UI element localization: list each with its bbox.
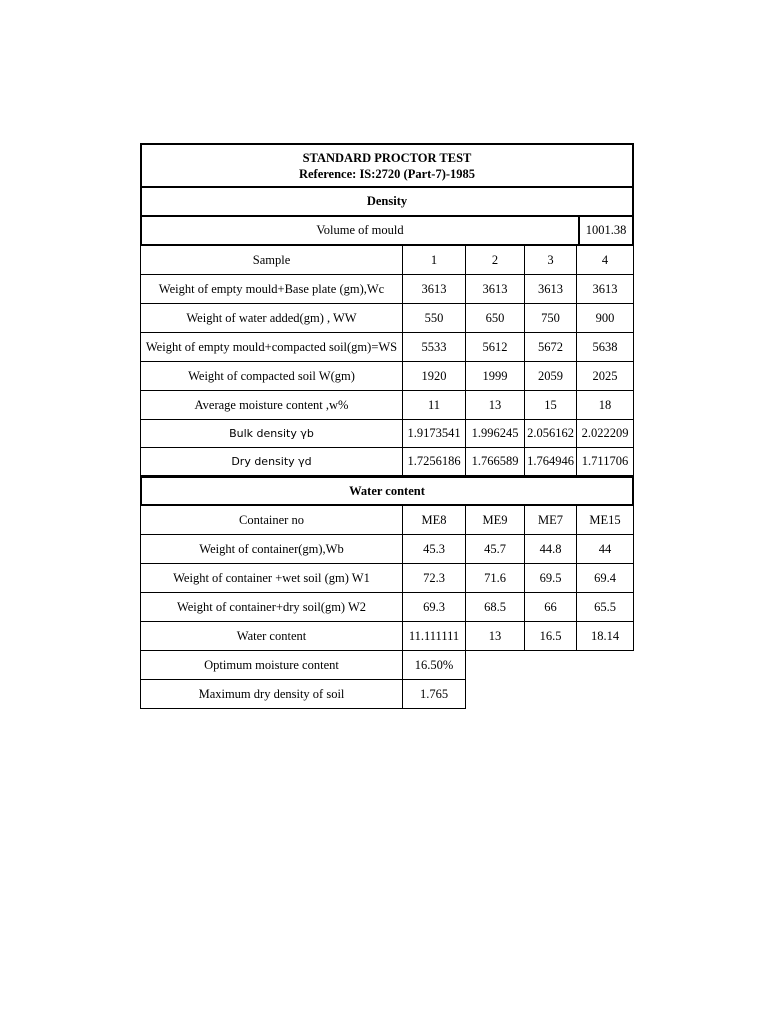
row-label: Weight of container+dry soil(gm) W2: [140, 593, 403, 622]
value-cell: 2: [466, 246, 525, 275]
table-row: [140, 506, 634, 535]
value-cell: 1.764946: [525, 448, 577, 476]
row-label: Bulk density γb: [140, 420, 403, 448]
value-cell: 5533: [403, 333, 466, 362]
table-row: [140, 622, 634, 651]
row-label: Weight of water added(gm) , WW: [140, 304, 403, 333]
table-row: [140, 535, 634, 564]
value-cell: 2.022209: [577, 420, 634, 448]
table-row: [140, 333, 634, 362]
value-cell: 550: [403, 304, 466, 333]
volume-label: Volume of mould: [140, 217, 578, 246]
row-label: Weight of compacted soil W(gm): [140, 362, 403, 391]
table-row: [140, 304, 634, 333]
result-label: Optimum moisture content: [140, 651, 403, 680]
row-label: Water content: [140, 622, 403, 651]
value-cell: 2025: [577, 362, 634, 391]
table-row: [140, 564, 634, 593]
value-cell: 65.5: [577, 593, 634, 622]
value-cell: 650: [466, 304, 525, 333]
row-label: Sample: [140, 246, 403, 275]
result-label: Maximum dry density of soil: [140, 680, 403, 709]
value-cell: 3613: [577, 275, 634, 304]
volume-value: 1001.38: [578, 217, 634, 246]
value-cell: 16.5: [525, 622, 577, 651]
value-cell: 11: [403, 391, 466, 420]
row-label: Weight of empty mould+compacted soil(gm)=WS: [140, 333, 403, 362]
table-row: [140, 593, 634, 622]
value-cell: 1.766589: [466, 448, 525, 476]
sheet-reference: Reference: IS:2720 (Part-7)-1985: [298, 166, 476, 181]
value-cell: 45.7: [466, 535, 525, 564]
value-cell: 69.5: [525, 564, 577, 593]
volume-row: [140, 217, 634, 246]
results-table: [140, 651, 634, 709]
table-row: [140, 391, 634, 420]
value-cell: ME15: [577, 506, 634, 535]
value-cell: 1999: [466, 362, 525, 391]
value-cell: 1.711706: [577, 448, 634, 476]
value-cell: 3613: [525, 275, 577, 304]
sheet-header: [140, 143, 634, 188]
value-cell: 11.111111: [403, 622, 466, 651]
proctor-test-sheet: [140, 143, 634, 709]
water-content-heading: Water content: [140, 476, 634, 506]
value-cell: 72.3: [403, 564, 466, 593]
value-cell: 71.6: [466, 564, 525, 593]
value-cell: ME8: [403, 506, 466, 535]
value-cell: 5638: [577, 333, 634, 362]
value-cell: 69.3: [403, 593, 466, 622]
value-cell: 45.3: [403, 535, 466, 564]
value-cell: 2.056162: [525, 420, 577, 448]
value-cell: 3613: [466, 275, 525, 304]
row-label: Average moisture content ,w%: [140, 391, 403, 420]
value-cell: 18: [577, 391, 634, 420]
value-cell: 44.8: [525, 535, 577, 564]
value-cell: 66: [525, 593, 577, 622]
value-cell: 13: [466, 391, 525, 420]
value-cell: 68.5: [466, 593, 525, 622]
table-row: [140, 448, 634, 476]
result-value: 1.765: [403, 680, 466, 709]
value-cell: 1.9173541: [403, 420, 466, 448]
value-cell: 44: [577, 535, 634, 564]
value-cell: 1920: [403, 362, 466, 391]
table-row: [140, 275, 634, 304]
value-cell: 15: [525, 391, 577, 420]
value-cell: 900: [577, 304, 634, 333]
water-content-table: [140, 506, 634, 651]
value-cell: 69.4: [577, 564, 634, 593]
value-cell: ME9: [466, 506, 525, 535]
value-cell: 5612: [466, 333, 525, 362]
value-cell: 18.14: [577, 622, 634, 651]
value-cell: 1: [403, 246, 466, 275]
value-cell: 5672: [525, 333, 577, 362]
row-label: Weight of container +wet soil (gm) W1: [140, 564, 403, 593]
table-row: [140, 420, 634, 448]
value-cell: 13: [466, 622, 525, 651]
value-cell: 3613: [403, 275, 466, 304]
sheet-title: STANDARD PROCTOR TEST: [302, 150, 472, 165]
value-cell: 4: [577, 246, 634, 275]
value-cell: 750: [525, 304, 577, 333]
density-heading: Density: [140, 188, 634, 217]
table-row: [140, 246, 634, 275]
row-label: Container no: [140, 506, 403, 535]
density-table: [140, 246, 634, 476]
row-label: Weight of container(gm),Wb: [140, 535, 403, 564]
value-cell: 3: [525, 246, 577, 275]
value-cell: 2059: [525, 362, 577, 391]
value-cell: 1.7256186: [403, 448, 466, 476]
row-label: Weight of empty mould+Base plate (gm),Wc: [140, 275, 403, 304]
table-row: [140, 362, 634, 391]
result-row: [140, 680, 634, 709]
row-label: Dry density γd: [140, 448, 403, 476]
result-value: 16.50%: [403, 651, 466, 680]
value-cell: ME7: [525, 506, 577, 535]
result-row: [140, 651, 634, 680]
value-cell: 1.996245: [466, 420, 525, 448]
